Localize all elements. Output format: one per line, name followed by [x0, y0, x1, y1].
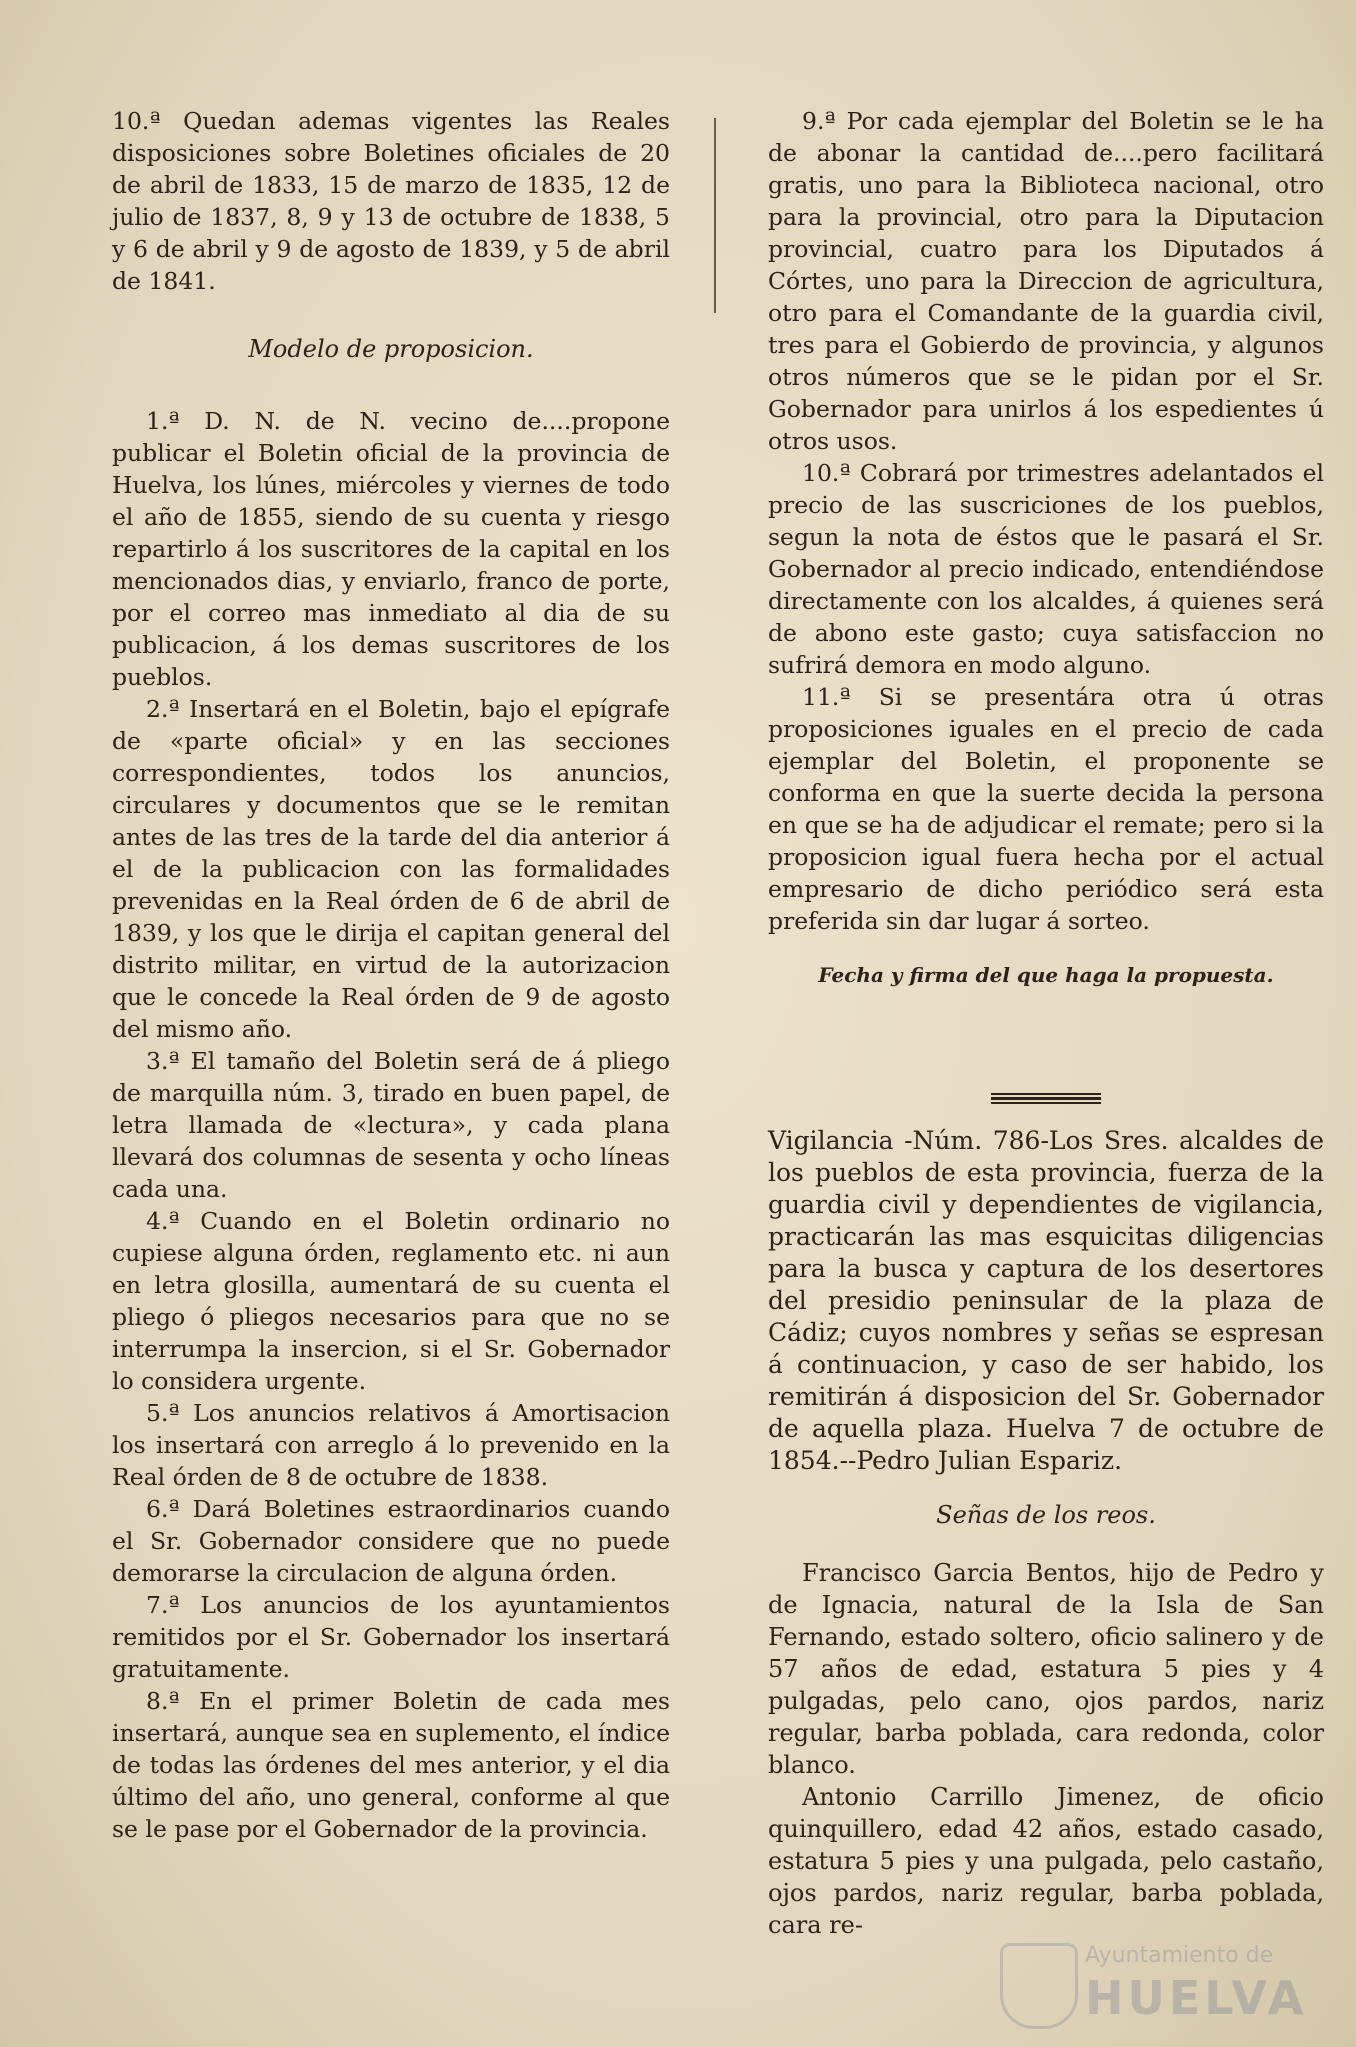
coat-of-arms-icon — [1000, 1943, 1078, 2029]
watermark-line1: Ayuntamiento de — [1085, 1943, 1274, 1968]
left-column — [112, 105, 670, 1845]
proposal-item-2: 2.ª Insertará en el Boletin, bajo el epígrafe de «parte oficial» y en las secciones correspondientes, todos los anuncios, circulares y documentos que se le remitan antes de las tres de la tarde del dia anterior á el de la publicacion con las formalidades prevenidas en la Real órden de 6 de abril de 1839, y los que le dirija el capitan general del distrito militar, en virtud de la autorizacion que le concede la Real órden de 9 de agosto del mismo año. — [112, 695, 670, 1043]
vigilancia-notice: Vigilancia -Núm. 786-Los Sres. alcaldes de los pueblos de esta provincia, fuerza de la guardia civil y dependientes de vigilancia, practicarán las mas esquicitas diligencias para la busca y captura de los desertores del presidio peninsular de la plaza de Cádiz; cuyos nombres y señas se espresan á continuacion, y caso de ser habido, los remitirán á disposicion del Sr. Gobernador de aquella plaza. Huelva 7 de octubre de 1854.--Pedro Julian Espariz. — [768, 1126, 1324, 1475]
proposal-item-8: 8.ª En el primer Boletin de cada mes insertará, aunque sea en suplemento, el índice de todas las órdenes del mes anterior, y el dia último del año, uno general, conforme al que se le pase por el Gobernador de la provincia. — [112, 1687, 670, 1843]
proposal-item-9: 9.ª Por cada ejemplar del Boletin se le ha de abonar la cantidad de....pero facilitará gratis, uno para la Biblioteca nacional, otro para la provincial, otro para la Diputacion provincial, cuatro para los Diputados á Córtes, uno para la Direccion de agricultura, otro para el Comandante de la guardia civil, tres para el Gobierdo de provincia, y algunos otros números que se le pidan por el Sr. Gobernador para unirlos á los espedientes ú otros usos. — [768, 107, 1324, 455]
right-column — [768, 105, 1324, 1941]
proposal-item-1: 1.ª D. N. de N. vecino de....propone publicar el Boletin oficial de la provincia de Huelva, los lúnes, miércoles y viernes de todo el año de 1855, siendo de su cuenta y riesgo repartirlo á los suscritores de la capital en los mencionados dias, y enviarlo, franco de porte, por el correo mas inmediato al dia de su publicacion, á los demas suscritores de los pueblos. — [112, 407, 670, 691]
proposal-item-3: 3.ª El tamaño del Boletin será de á pliego de marquilla núm. 3, tirado en buen papel, de letra llamada de «lectura», y cada plana llevará dos columnas de sesenta y ocho líneas cada una. — [112, 1047, 670, 1203]
paragraph-10-dispositions: 10.ª Quedan ademas vigentes las Reales disposiciones sobre Boletines oficiales de 20 de abril de 1833, 15 de marzo de 1835, 12 de julio de 1837, 8, 9 y 13 de octubre de 1838, 5 y 6 de abril y 9 de agosto de 1839, y 5 de abril de 1841. — [112, 107, 670, 295]
proposal-item-7: 7.ª Los anuncios de los ayuntamientos remitidos por el Sr. Gobernador los insertará gratuitamente. — [112, 1591, 670, 1683]
proposal-item-5: 5.ª Los anuncios relativos á Amortisacion los insertará con arreglo á lo prevenido en la Real órden de 8 de octubre de 1838. — [112, 1399, 670, 1491]
proposal-item-6: 6.ª Dará Boletines estraordinarios cuando el Sr. Gobernador considere que no puede demorarse la circulacion de alguna órden. — [112, 1495, 670, 1587]
model-proposal-heading: Modelo de proposicion. — [248, 335, 534, 363]
proposal-item-4: 4.ª Cuando en el Boletin ordinario no cupiese alguna órden, reglamento etc. ni aun en letra glosilla, aumentará de su cuenta el pliego ó pliegos necesarios para que no se interrumpa la insercion, si el Sr. Gobernador lo considera urgente. — [112, 1207, 670, 1395]
fugitive-description-2: Antonio Carrillo Jimenez, de oficio quinquillero, edad 42 años, estado casado, estatura 5 pies y una pulgada, pelo castaño, ojos pardos, nariz regular, barba poblada, cara re- — [768, 1783, 1324, 1939]
proposal-item-10: 10.ª Cobrará por trimestres adelantados el precio de las suscriciones de los pueblos, segun la nota de éstos que le pasará el Sr. Gobernador al precio indicado, entendiéndose directamente con los alcaldes, á quienes será de abono este gasto; cuya satisfaccion no sufrirá demora en modo alguno. — [768, 459, 1324, 679]
proposal-item-11: 11.ª Si se presentára otra ú otras proposiciones iguales en el precio de cada ejemplar del Boletin, el proponente se conforma en que la suerte decida la persona en que se ha de adjudicar el remate; pero si la proposicion igual fuera hecha por el actual empresario de dicho periódico será esta preferida sin dar lugar á sorteo. — [768, 683, 1324, 935]
archive-watermark — [1000, 1935, 1308, 2030]
fugitive-description-1: Francisco Garcia Bentos, hijo de Pedro y de Ignacia, natural de la Isla de San Fernando, estado soltero, oficio salinero y de 57 años de edad, estatura 5 pies y 4 pulgadas, pelo cano, ojos pardos, nariz regular, barba poblada, cara redonda, color blanco. — [768, 1559, 1324, 1779]
watermark-line2: HUELVA — [1085, 1971, 1308, 2025]
column-divider — [714, 118, 716, 313]
senas-heading: Señas de los reos. — [936, 1501, 1156, 1529]
signature-line: Fecha y firma del que haga la propuesta. — [818, 963, 1274, 987]
section-ornament — [991, 1093, 1101, 1103]
